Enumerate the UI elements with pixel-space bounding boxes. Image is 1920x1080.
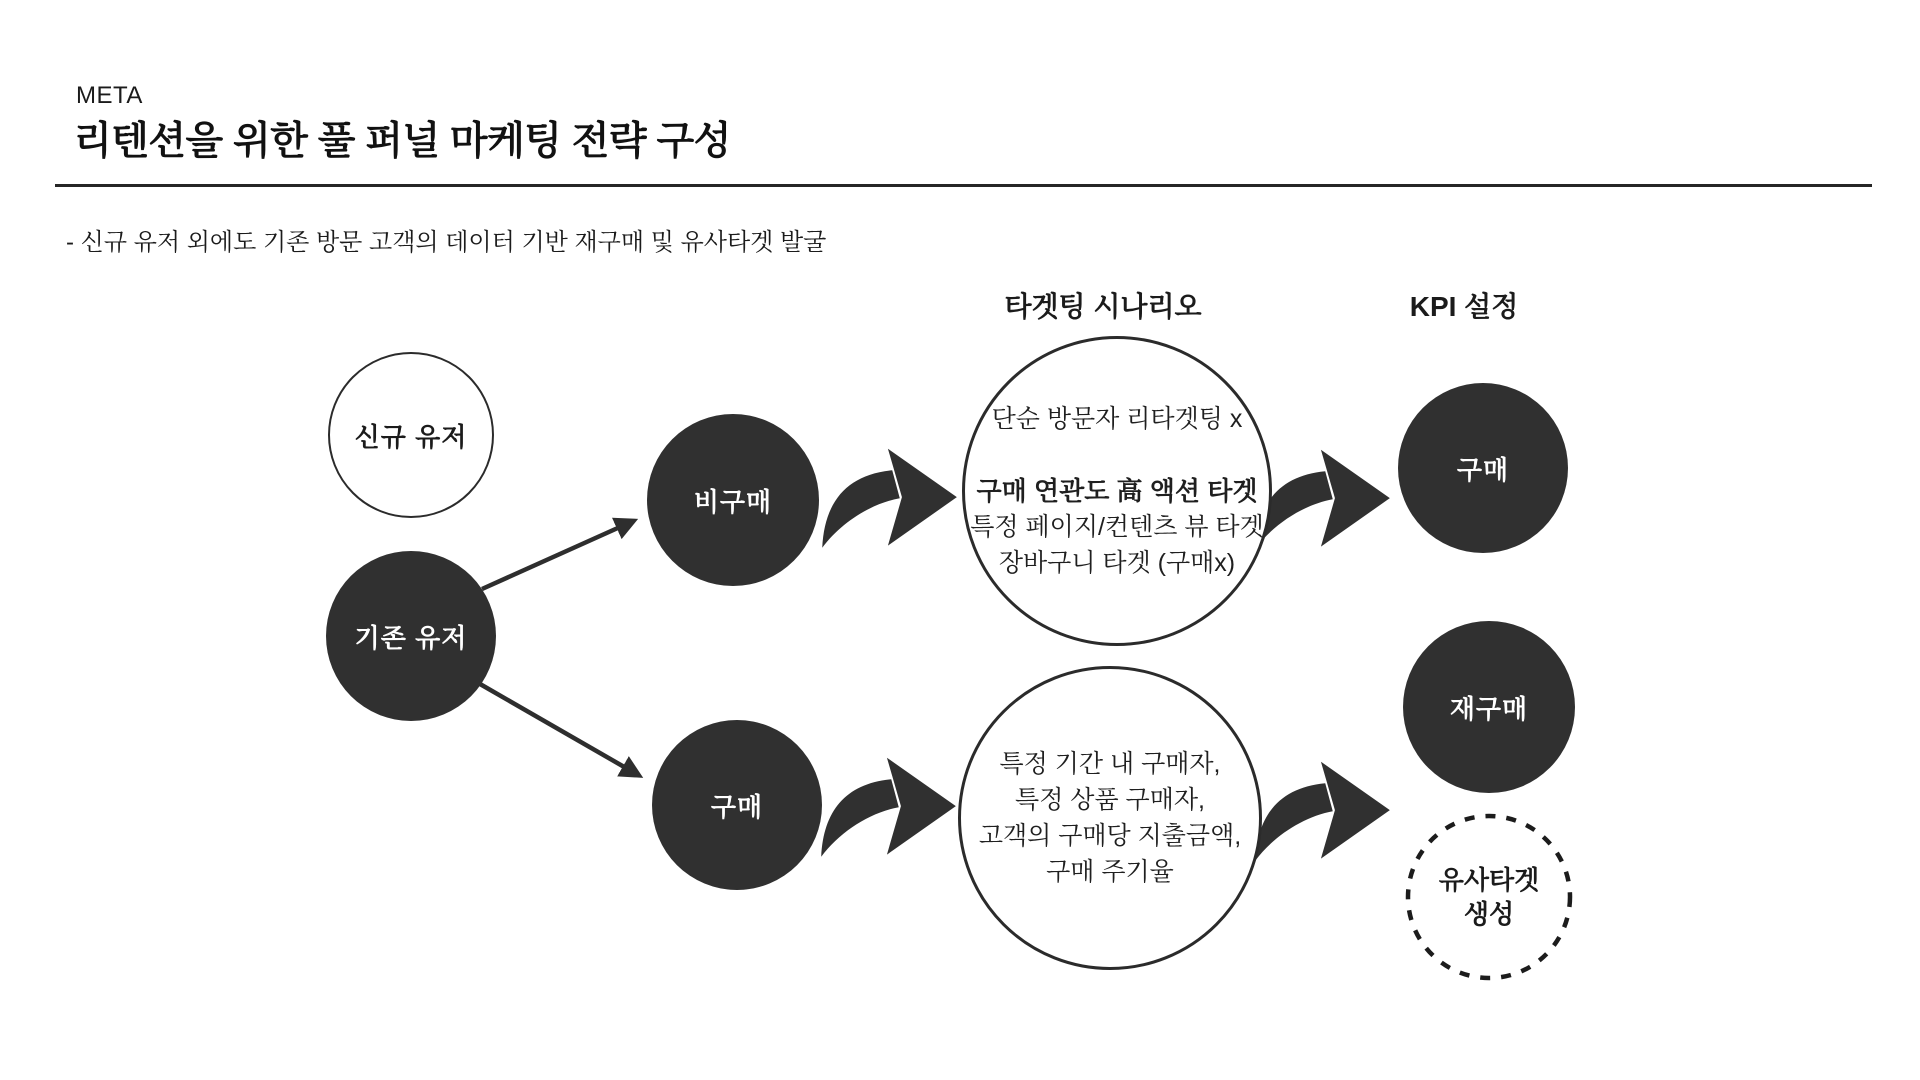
column-header-kpi: KPI 설정	[1409, 291, 1519, 322]
node-purchase-label: 구매	[710, 791, 764, 822]
node-lookalike-label-line1: 유사타겟	[1438, 865, 1540, 895]
swoosh-arrow-scenario-to-kpi-repurchase	[1252, 753, 1392, 863]
node-lookalike	[1405, 813, 1573, 981]
slide-eyebrow: META	[76, 82, 143, 109]
node-existing-user-label: 기존 유저	[354, 622, 468, 653]
scenario-line: 구매 주기율	[1046, 858, 1174, 886]
scenario-line: 장바구니 타겟 (구매x)	[998, 549, 1236, 577]
swoosh-arrow-purchase-to-scenario	[818, 749, 958, 859]
scenario-line-bold: 구매 연관도 高 액션 타겟	[976, 476, 1258, 506]
node-new-user-label: 신규 유저	[354, 421, 468, 452]
scenario-bubble-purchase	[958, 666, 1262, 970]
page-title: 리텐션을 위한 풀 퍼널 마케팅 전략 구성	[74, 120, 731, 163]
column-header-targeting: 타겟팅 시나리오	[1004, 291, 1202, 322]
node-kpi-repurchase	[1403, 621, 1575, 793]
scenario-line: 특정 상품 구매자,	[1015, 786, 1205, 814]
node-lookalike-label-line2: 생성	[1463, 899, 1515, 929]
node-new-user	[328, 352, 494, 518]
swoosh-arrow-scenario-to-kpi-purchase	[1252, 441, 1392, 551]
scenario-line: 단순 방문자 리타겟팅 x	[991, 405, 1243, 433]
node-existing-user	[326, 551, 496, 721]
scenario-bubble-non-purchase	[962, 336, 1272, 646]
swoosh-arrow-nonpurchase-to-scenario	[819, 440, 959, 550]
arrow-existing-to-purchase	[480, 684, 626, 768]
node-kpi-repurchase-label: 재구매	[1449, 693, 1529, 724]
scenario-line: 특정 기간 내 구매자,	[999, 750, 1221, 778]
node-non-purchase	[647, 414, 819, 586]
slide-subtitle: - 신규 유저 외에도 기존 방문 고객의 데이터 기반 재구매 및 유사타겟 발굴	[66, 229, 827, 256]
node-non-purchase-label: 비구매	[693, 486, 773, 517]
node-purchase	[652, 720, 822, 890]
node-kpi-purchase	[1398, 383, 1568, 553]
scenario-line: 고객의 구매당 지출금액,	[978, 822, 1242, 850]
node-kpi-purchase-label: 구매	[1456, 454, 1510, 485]
scenario-line: 특정 페이지/컨텐츠 뷰 타겟	[970, 513, 1264, 541]
arrow-existing-to-nonpurchase	[482, 527, 620, 589]
